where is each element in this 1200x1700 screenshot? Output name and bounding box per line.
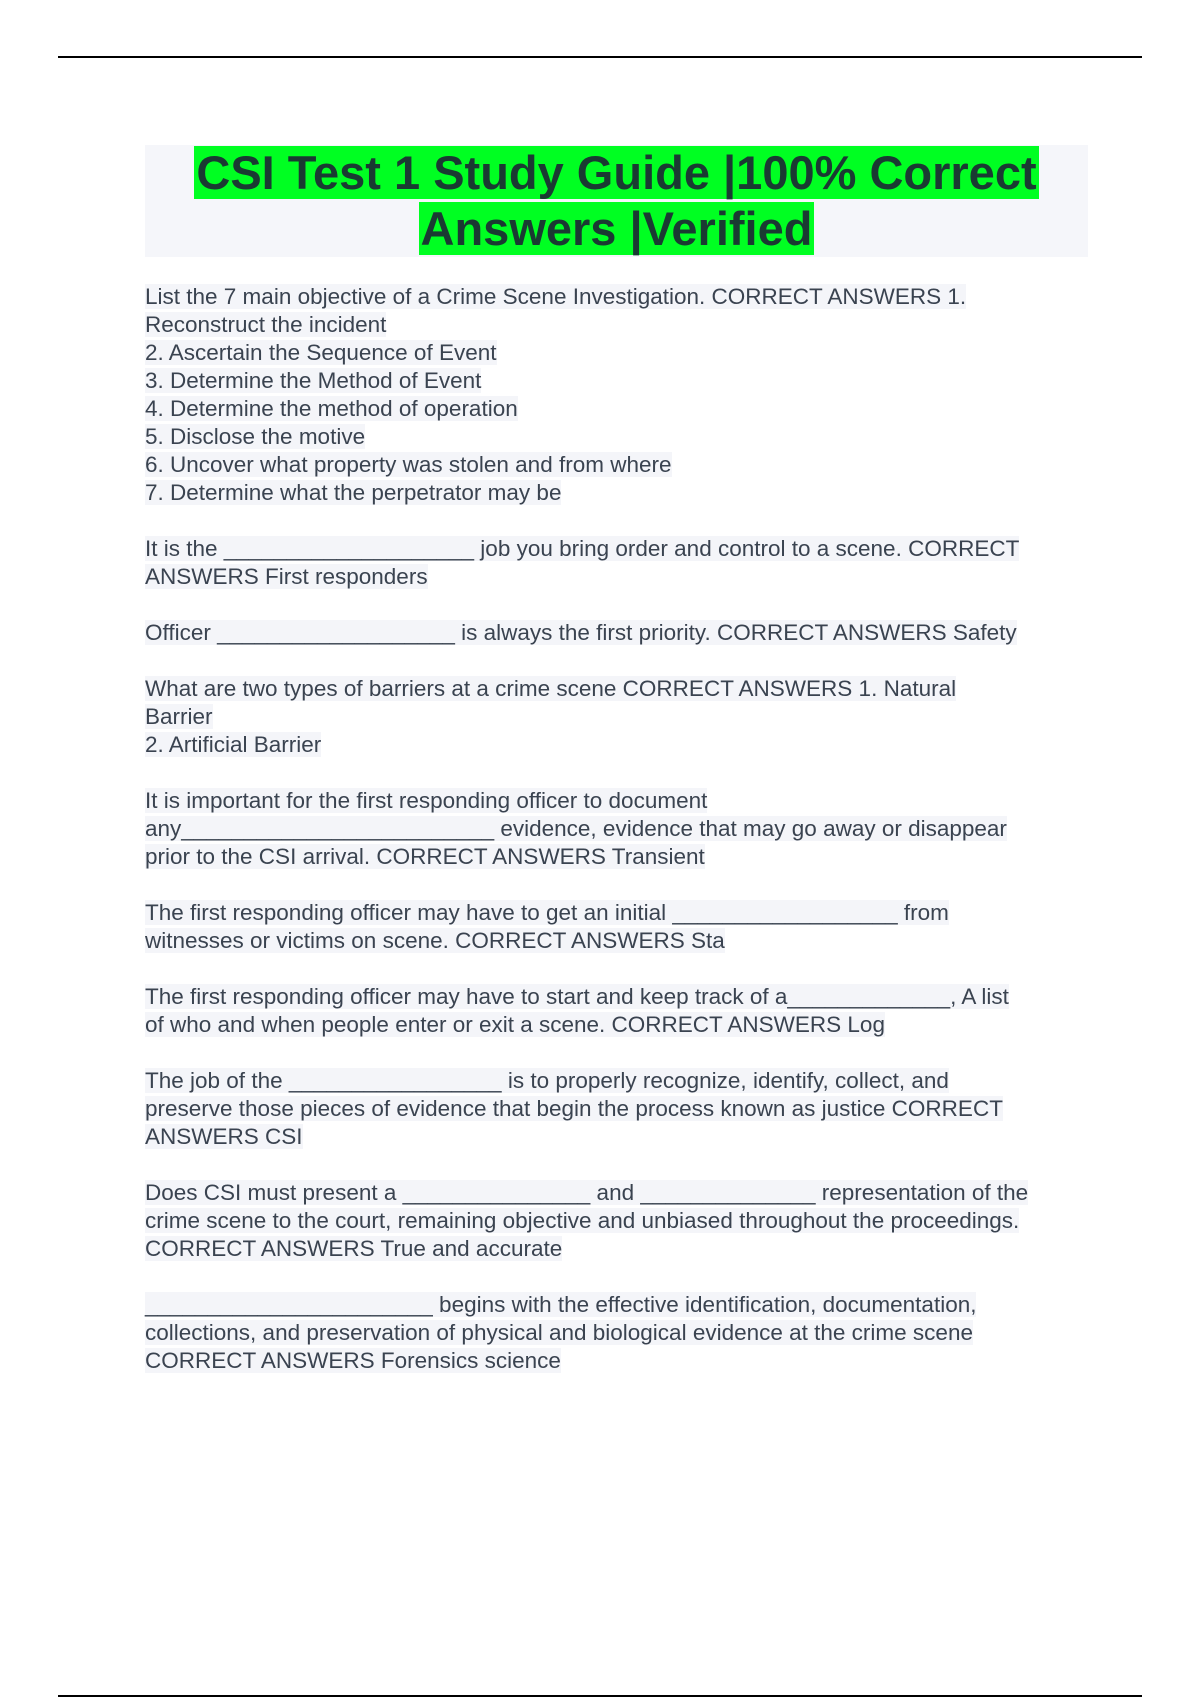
top-rule bbox=[58, 56, 1142, 58]
qa-item bbox=[145, 675, 1090, 759]
qa-line: It is the ____________________ job you bring order and control to a scene. CORRECT bbox=[145, 536, 1020, 561]
qa-item bbox=[145, 983, 1090, 1039]
qa-line: 6. Uncover what property was stolen and from where bbox=[145, 452, 672, 477]
qa-line: The first responding officer may have to start and keep track of a_____________, A list bbox=[145, 984, 1009, 1009]
qa-line: witnesses or victims on scene. CORRECT ANSWERS Sta bbox=[145, 928, 725, 953]
qa-item bbox=[145, 619, 1090, 647]
qa-line: CORRECT ANSWERS Forensics science bbox=[145, 1348, 561, 1373]
qa-line: 2. Artificial Barrier bbox=[145, 732, 322, 757]
qa-line: Does CSI must present a _______________ and ______________ representation of the bbox=[145, 1180, 1029, 1205]
qa-line: 4. Determine the method of operation bbox=[145, 396, 518, 421]
qa-line: It is important for the first responding officer to document bbox=[145, 788, 708, 813]
qa-line: any_________________________ evidence, evidence that may go away or disappear bbox=[145, 816, 1007, 841]
study-guide-content bbox=[145, 283, 1090, 1403]
qa-line: Officer ___________________ is always the first priority. CORRECT ANSWERS Safety bbox=[145, 620, 1017, 645]
qa-item bbox=[145, 899, 1090, 955]
qa-line: List the 7 main objective of a Crime Scene Investigation. CORRECT ANSWERS 1. bbox=[145, 284, 967, 309]
title-block bbox=[145, 145, 1088, 257]
title-line-1 bbox=[145, 145, 1088, 201]
qa-line: crime scene to the court, remaining objective and unbiased throughout the proceedings. bbox=[145, 1208, 1020, 1233]
qa-line: Barrier bbox=[145, 704, 213, 729]
qa-line: Reconstruct the incident bbox=[145, 312, 387, 337]
qa-item bbox=[145, 1179, 1090, 1263]
qa-line: preserve those pieces of evidence that begin the process known as justice CORRECT bbox=[145, 1096, 1003, 1121]
title-highlight: Answers |Verified bbox=[420, 202, 813, 255]
qa-line: ANSWERS CSI bbox=[145, 1124, 303, 1149]
qa-line: The first responding officer may have to get an initial __________________ from bbox=[145, 900, 949, 925]
qa-line: collections, and preservation of physical and biological evidence at the crime scene bbox=[145, 1320, 973, 1345]
qa-line: ANSWERS First responders bbox=[145, 564, 428, 589]
qa-line: of who and when people enter or exit a scene. CORRECT ANSWERS Log bbox=[145, 1012, 885, 1037]
title-line-2 bbox=[145, 201, 1088, 257]
qa-line: What are two types of barriers at a crime scene CORRECT ANSWERS 1. Natural bbox=[145, 676, 957, 701]
bottom-rule bbox=[58, 1695, 1142, 1697]
qa-item bbox=[145, 1291, 1090, 1375]
title-highlight: CSI Test 1 Study Guide |100% Correct bbox=[196, 146, 1037, 199]
qa-line: _______________________ begins with the effective identification, documentation, bbox=[145, 1292, 977, 1317]
qa-item bbox=[145, 535, 1090, 591]
qa-line: 5. Disclose the motive bbox=[145, 424, 366, 449]
qa-line: 3. Determine the Method of Event bbox=[145, 368, 482, 393]
qa-line: 2. Ascertain the Sequence of Event bbox=[145, 340, 497, 365]
qa-line: CORRECT ANSWERS True and accurate bbox=[145, 1236, 563, 1261]
qa-item bbox=[145, 787, 1090, 871]
qa-line: prior to the CSI arrival. CORRECT ANSWERS Transient bbox=[145, 844, 705, 869]
qa-item bbox=[145, 283, 1090, 507]
qa-line: 7. Determine what the perpetrator may be bbox=[145, 480, 562, 505]
qa-line: The job of the _________________ is to properly recognize, identify, collect, and bbox=[145, 1068, 949, 1093]
qa-item bbox=[145, 1067, 1090, 1151]
